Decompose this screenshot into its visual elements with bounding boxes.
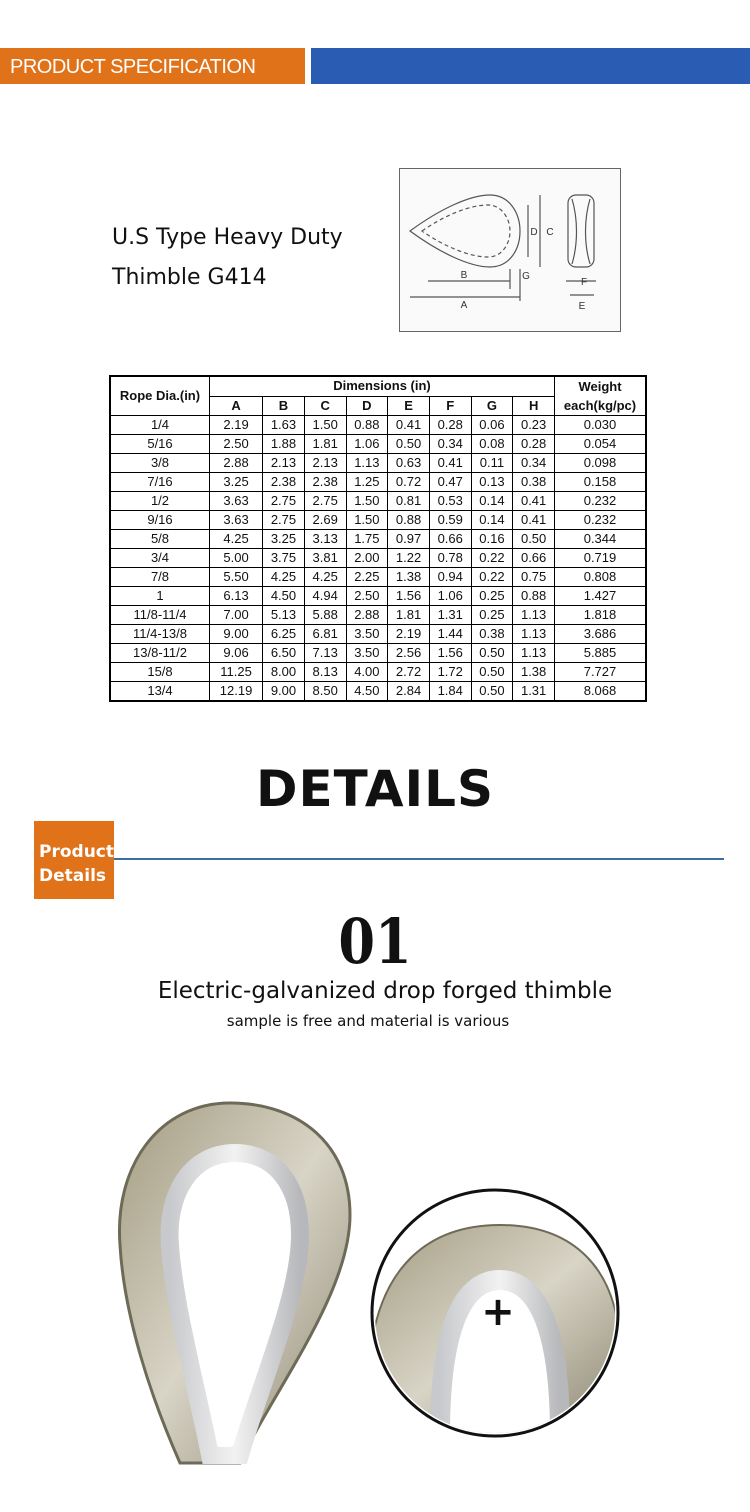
dimension-cell: 5.50 [210,568,263,587]
dimension-cell: 0.23 [513,416,555,435]
dimension-cell: 0.81 [388,492,430,511]
dimension-cell: 0.75 [513,568,555,587]
dimension-cell: 7.13 [304,644,346,663]
thimble-product-photo [100,1095,660,1500]
column-header-b: B [263,396,305,416]
dimension-cell: 8.50 [304,682,346,702]
table-row [110,625,646,644]
dimension-cell: 4.00 [346,663,388,682]
dimension-cell: 0.41 [513,511,555,530]
details-divider [114,858,724,860]
dimension-cell: 4.50 [263,587,305,606]
weight-cell: 7.727 [555,663,647,682]
column-header-c: C [304,396,346,416]
dimension-cell: 2.38 [263,473,305,492]
rope-dia-cell: 13/8-11/2 [110,644,210,663]
dimension-cell: 0.88 [388,511,430,530]
dimension-cell: 1.13 [513,644,555,663]
dimension-cell: 1.13 [513,606,555,625]
diagram-label-f: F [580,277,588,288]
column-header-f: F [429,396,471,416]
dimension-cell: 6.50 [263,644,305,663]
dimension-cell: 0.28 [513,435,555,454]
diagram-label-a: A [460,300,468,311]
dimension-cell: 2.75 [263,492,305,511]
rope-dia-cell: 11/4-13/8 [110,625,210,644]
dimension-cell: 1.63 [263,416,305,435]
rope-dia-cell: 11/8-11/4 [110,606,210,625]
dimension-cell: 2.19 [388,625,430,644]
dimension-cell: 0.50 [471,663,513,682]
weight-cell: 0.344 [555,530,647,549]
table-row [110,473,646,492]
dimension-cell: 0.14 [471,511,513,530]
dimension-cell: 3.81 [304,549,346,568]
table-row [110,530,646,549]
dimension-cell: 0.25 [471,606,513,625]
product-title-line2: Thimble G414 [112,265,267,290]
thimble-large [119,1103,350,1463]
dimension-cell: 0.06 [471,416,513,435]
diagram-label-c: C [546,227,554,238]
dimension-cell: 0.28 [429,416,471,435]
dimension-cell: 1.25 [346,473,388,492]
weight-cell: 1.427 [555,587,647,606]
column-header-d: D [346,396,388,416]
dimension-cell: 3.63 [210,511,263,530]
dimension-cell: 6.13 [210,587,263,606]
feature-title: Electric-galvanized drop forged thimble [157,978,613,1004]
dimension-cell: 12.19 [210,682,263,702]
rope-dia-cell: 1/2 [110,492,210,511]
weight-cell: 0.232 [555,511,647,530]
table-row [110,682,646,702]
dimension-cell: 0.53 [429,492,471,511]
dimension-cell: 0.66 [513,549,555,568]
rope-dia-cell: 7/8 [110,568,210,587]
dimension-cell: 2.00 [346,549,388,568]
dimension-cell: 1.56 [429,644,471,663]
dimension-cell: 2.38 [304,473,346,492]
dimension-cell: 2.19 [210,416,263,435]
diagram-label-d: D [530,227,538,238]
dimension-cell: 1.56 [388,587,430,606]
dimension-cell: 0.50 [471,682,513,702]
zoom-plus-icon: + [481,1289,515,1335]
dimension-cell: 2.75 [263,511,305,530]
dimension-cell: 0.59 [429,511,471,530]
weight-header [555,376,647,416]
dimension-cell: 3.75 [263,549,305,568]
dimension-cell: 1.88 [263,435,305,454]
product-title [112,218,402,298]
dimension-cell: 11.25 [210,663,263,682]
dimension-cell: 0.41 [429,454,471,473]
dimension-cell: 0.88 [513,587,555,606]
dimension-cell: 0.47 [429,473,471,492]
dimension-cell: 1.75 [346,530,388,549]
dimension-cell: 0.11 [471,454,513,473]
weight-header-line2: each(kg/pc) [563,398,637,413]
dimension-cell: 0.50 [513,530,555,549]
dimension-cell: 2.25 [346,568,388,587]
dimension-cell: 5.13 [263,606,305,625]
dimension-cell: 0.50 [388,435,430,454]
table-row [110,606,646,625]
rope-dia-cell: 1/4 [110,416,210,435]
weight-cell: 0.719 [555,549,647,568]
dimension-cell: 3.13 [304,530,346,549]
details-heading: DETAILS [255,760,495,818]
dimension-cell: 8.00 [263,663,305,682]
dimension-cell: 3.25 [263,530,305,549]
weight-cell: 0.232 [555,492,647,511]
weight-cell: 0.158 [555,473,647,492]
spec-table-body [110,416,646,702]
dimension-cell: 2.88 [346,606,388,625]
column-header-h: H [513,396,555,416]
dimension-cell: 6.81 [304,625,346,644]
dimension-cell: 1.72 [429,663,471,682]
weight-cell: 5.885 [555,644,647,663]
dimension-cell: 0.34 [429,435,471,454]
spec-table [109,375,647,702]
dimension-cell: 0.50 [471,644,513,663]
dimension-cell: 8.13 [304,663,346,682]
table-row [110,454,646,473]
table-row [110,511,646,530]
dimension-cell: 2.75 [304,492,346,511]
dimension-cell: 2.50 [210,435,263,454]
dimension-cell: 0.78 [429,549,471,568]
dimension-cell: 1.81 [304,435,346,454]
dimension-cell: 1.13 [346,454,388,473]
dimension-cell: 5.88 [304,606,346,625]
dimension-cell: 7.00 [210,606,263,625]
dimension-cell: 0.38 [471,625,513,644]
table-row [110,587,646,606]
dimension-cell: 1.31 [429,606,471,625]
dimension-cell: 5.00 [210,549,263,568]
dimension-cell: 0.72 [388,473,430,492]
dimension-cell: 4.94 [304,587,346,606]
rope-dia-cell: 13/4 [110,682,210,702]
weight-cell: 3.686 [555,625,647,644]
dimension-cell: 1.50 [304,416,346,435]
diagram-drawing [400,169,620,331]
weight-cell: 1.818 [555,606,647,625]
table-row [110,492,646,511]
dimension-cell: 3.50 [346,625,388,644]
dimensions-header: Dimensions (in) [210,376,555,396]
weight-cell: 8.068 [555,682,647,702]
thimble-zoom-view [370,1190,620,1436]
dimension-cell: 0.94 [429,568,471,587]
thimble-illustration [100,1095,660,1495]
dimension-cell: 9.00 [210,625,263,644]
weight-cell: 0.098 [555,454,647,473]
rope-dia-cell: 3/4 [110,549,210,568]
table-row [110,663,646,682]
dimension-cell: 2.88 [210,454,263,473]
feature-subtitle: sample is free and material is various [226,1012,510,1030]
dimension-cell: 1.50 [346,511,388,530]
product-title-line1: U.S Type Heavy Duty [112,225,343,250]
dimension-cell: 4.50 [346,682,388,702]
dimension-cell: 3.50 [346,644,388,663]
dimension-cell: 0.41 [513,492,555,511]
dimension-cell: 1.06 [429,587,471,606]
dimension-cell: 9.00 [263,682,305,702]
dimension-cell: 1.44 [429,625,471,644]
column-header-e: E [388,396,430,416]
spec-header-label: PRODUCT SPECIFICATION [10,56,256,78]
dimension-cell: 1.06 [346,435,388,454]
dimension-cell: 1.38 [388,568,430,587]
rope-dia-cell: 15/8 [110,663,210,682]
dimension-cell: 4.25 [210,530,263,549]
dimension-cell: 6.25 [263,625,305,644]
column-header-a: A [210,396,263,416]
spec-header-blue-bar [311,48,750,84]
dimension-cell: 0.22 [471,549,513,568]
diagram-label-g: G [522,271,530,282]
dimension-cell: 2.72 [388,663,430,682]
weight-cell: 0.054 [555,435,647,454]
dimension-cell: 9.06 [210,644,263,663]
table-row [110,568,646,587]
dimension-cell: 0.66 [429,530,471,549]
rope-dia-cell: 1 [110,587,210,606]
dimension-cell: 0.22 [471,568,513,587]
dimension-cell: 4.25 [263,568,305,587]
dimension-cell: 2.50 [346,587,388,606]
table-row [110,416,646,435]
dimension-cell: 0.08 [471,435,513,454]
rope-dia-header: Rope Dia.(in) [110,376,210,416]
product-details-tag-line2: Details [39,866,107,886]
dimension-cell: 3.25 [210,473,263,492]
dimension-cell: 0.88 [346,416,388,435]
dimension-cell: 0.14 [471,492,513,511]
dimension-cell: 2.56 [388,644,430,663]
weight-cell: 0.030 [555,416,647,435]
dimension-cell: 1.81 [388,606,430,625]
dimension-cell: 0.34 [513,454,555,473]
diagram-label-e: E [578,301,586,312]
dimension-cell: 1.50 [346,492,388,511]
table-row [110,644,646,663]
dimension-cell: 3.63 [210,492,263,511]
rope-dia-cell: 9/16 [110,511,210,530]
dimension-cell: 0.97 [388,530,430,549]
dimension-cell: 0.16 [471,530,513,549]
product-details-tag-text [39,840,114,888]
dimension-cell: 1.22 [388,549,430,568]
dimension-cell: 0.13 [471,473,513,492]
dimension-cell: 2.13 [304,454,346,473]
dimension-cell: 1.38 [513,663,555,682]
weight-cell: 0.808 [555,568,647,587]
dimension-cell: 2.84 [388,682,430,702]
dimension-cell: 0.25 [471,587,513,606]
dimension-cell: 1.13 [513,625,555,644]
rope-dia-cell: 5/8 [110,530,210,549]
dimension-cell: 0.38 [513,473,555,492]
weight-header-line1: Weight [578,379,622,394]
dimension-cell: 2.69 [304,511,346,530]
dimension-cell: 0.63 [388,454,430,473]
rope-dia-cell: 7/16 [110,473,210,492]
table-row [110,435,646,454]
diagram-label-b: B [460,270,468,281]
dimension-cell: 2.13 [263,454,305,473]
thimble-dimension-diagram [399,168,621,332]
dimension-cell: 4.25 [304,568,346,587]
table-row [110,549,646,568]
dimension-cell: 1.84 [429,682,471,702]
rope-dia-cell: 3/8 [110,454,210,473]
feature-number: 01 [338,905,412,978]
dimension-cell: 0.41 [388,416,430,435]
product-details-tag-line1: Product [39,842,114,862]
dimension-cell: 1.31 [513,682,555,702]
rope-dia-cell: 5/16 [110,435,210,454]
column-header-g: G [471,396,513,416]
